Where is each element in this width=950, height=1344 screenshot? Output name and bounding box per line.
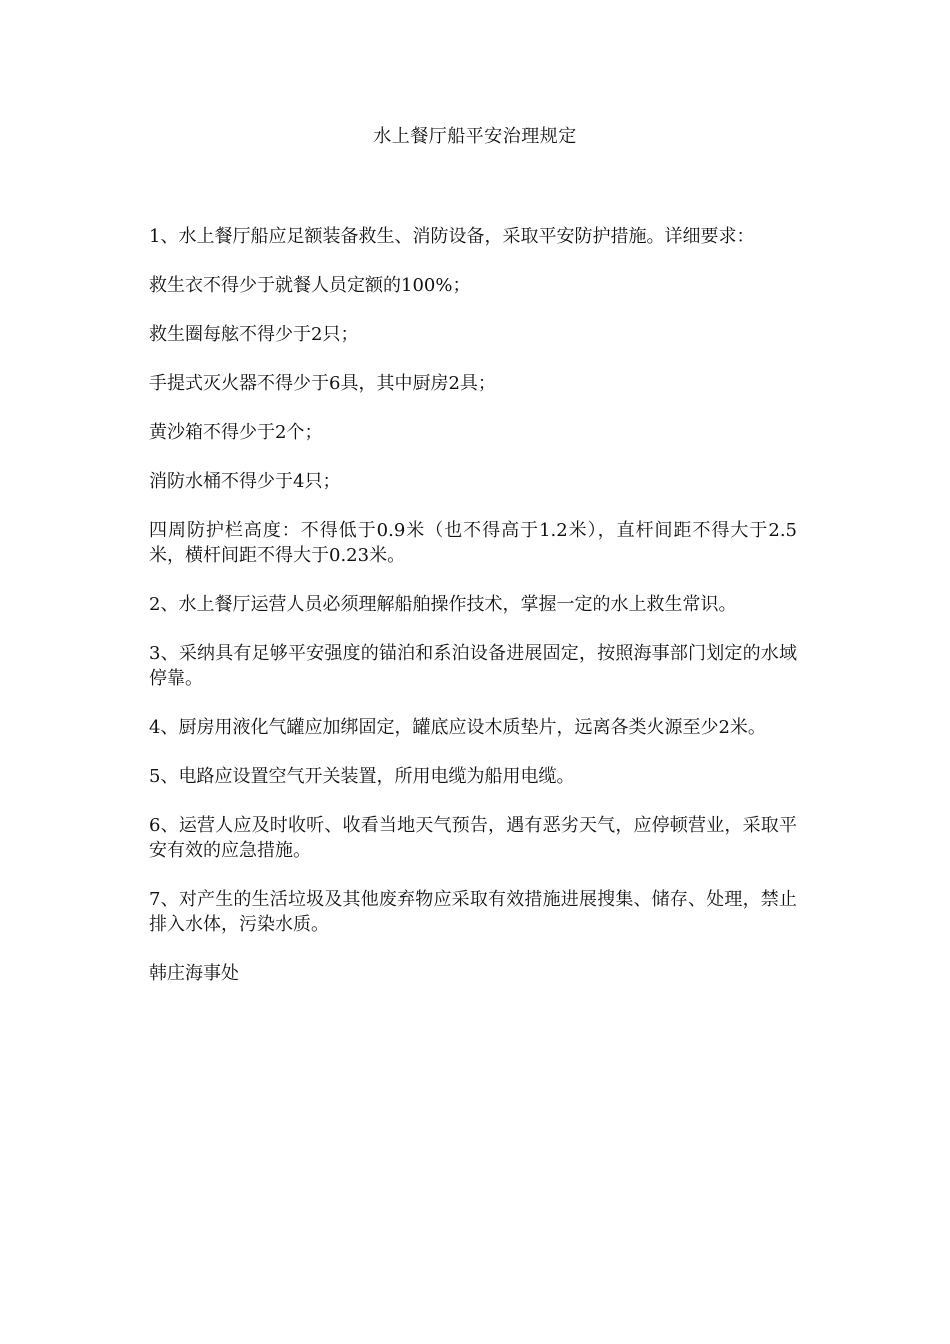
paragraph-4: 4、厨房用液化气罐应加绑固定，罐底应设木质垫片，远离各类火源至少2米。 [149, 717, 766, 738]
requirement-fire-extinguishers: 手提式灭火器不得少于6具，其中厨房2具； [149, 373, 496, 394]
requirement-fire-buckets: 消防水桶不得少于4只； [149, 471, 341, 492]
paragraph-3: 3、采纳具有足够平安强度的锚泊和系泊设备进展固定，按照海事部门划定的水域停靠。 [149, 643, 797, 689]
paragraph-5: 5、电路应设置空气开关装置，所用电缆为船用电缆。 [149, 766, 575, 787]
paragraph-1: 1、水上餐厅船应足额装备救生、消防设备，采取平安防护措施。详细要求： [149, 226, 755, 247]
paragraph-6: 6、运营人应及时收听、收看当地天气预告，遇有恶劣天气，应停顿营业，采取平安有效的应急措施。 [149, 815, 797, 861]
paragraph-7: 7、对产生的生活垃圾及其他废弃物应采取有效措施进展搜集、储存、处理，禁止排入水体，污染水质。 [149, 889, 797, 935]
signature: 韩庄海事处 [149, 963, 239, 984]
requirement-guardrails: 四周防护栏高度：不得低于0.9米（也不得高于1.2米），直杆间距不得大于2.5米，横杆间距不得大于0.23米。 [149, 520, 797, 566]
paragraph-2: 2、水上餐厅运营人员必须理解船舶操作技术，掌握一定的水上救生常识。 [149, 594, 737, 615]
requirement-life-buoys: 救生圈每舷不得少于2只； [149, 324, 359, 345]
requirement-life-jackets: 救生衣不得少于就餐人员定额的100%； [149, 275, 471, 296]
requirement-sand-boxes: 黄沙箱不得少于2个； [149, 422, 323, 443]
document-title: 水上餐厅船平安治理规定 [373, 126, 577, 147]
document-body [149, 224, 797, 1010]
